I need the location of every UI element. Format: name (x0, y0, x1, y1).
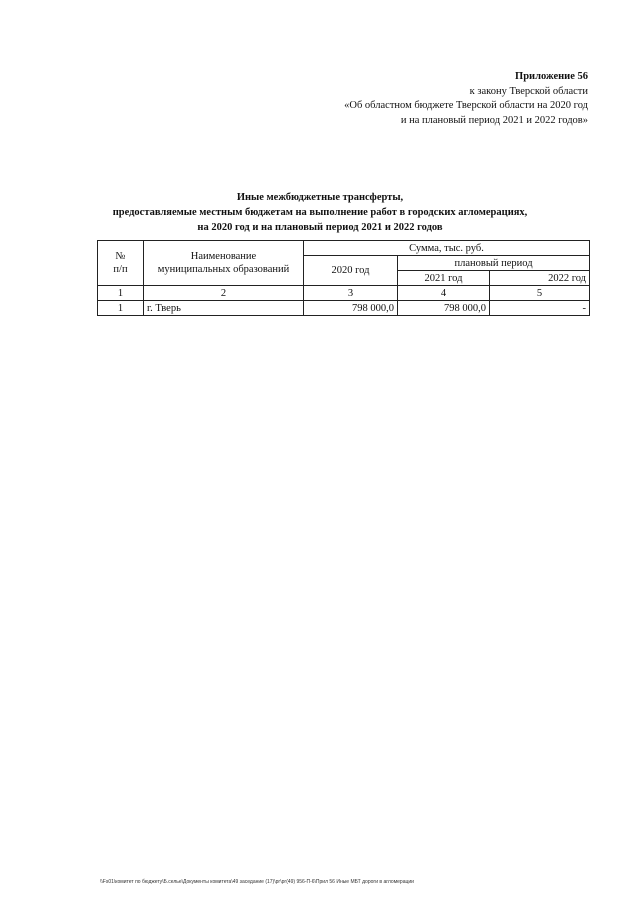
table-row (98, 301, 590, 316)
column-number-row (98, 286, 590, 301)
header-sum: Сумма, тыс. руб. (304, 241, 590, 256)
appendix-title: Приложение 56 (515, 71, 588, 82)
row-value-2020: 798 000,0 (304, 301, 398, 316)
header-name (144, 241, 304, 286)
document-title-line-1: Иные межбюджетные трансферты, (236, 192, 404, 203)
appendix-line-3: и на плановый период 2021 и 2022 годов» (400, 114, 588, 126)
appendix-line-2: «Об областном бюджете Тверской области на 2020 год (344, 100, 588, 111)
column-number: 1 (98, 286, 144, 301)
row-municipality-name: г. Тверь (144, 301, 304, 316)
column-number: 5 (490, 286, 590, 301)
header-name-line-1: Наименование (190, 251, 257, 262)
column-number: 3 (304, 286, 398, 301)
column-number: 4 (398, 286, 490, 301)
row-value-2021: 798 000,0 (398, 301, 490, 316)
header-name-line-2: муниципальных образований (157, 264, 290, 275)
file-path-footer: \\Fs01\комитет по бюджету\Б.селье\Документы комитета\49 заседание (17)\рг\рг(49) 956-П-6\Прил 56 Иные МБТ дороги в агломерации (100, 879, 414, 885)
document-title (0, 190, 640, 235)
header-year-2020: 2020 год (304, 256, 398, 286)
appendix-line-1: к закону Тверской области (469, 85, 588, 97)
header-planned-period: плановый период (398, 256, 590, 271)
appendix-header (344, 70, 588, 128)
row-num: 1 (98, 301, 144, 316)
header-year-2022: 2022 год (490, 271, 590, 286)
header-num (98, 241, 144, 286)
column-number: 2 (144, 286, 304, 301)
row-value-2022: - (490, 301, 590, 316)
document-title-line-3: на 2020 год и на плановый период 2021 и 2022 годов (197, 222, 443, 233)
header-num-line-1: № (115, 251, 126, 262)
transfers-table (97, 240, 590, 316)
header-num-line-2: п/п (113, 264, 128, 275)
document-title-line-2: предоставляемые местным бюджетам на выполнение работ в городских агломерациях, (112, 207, 528, 218)
header-year-2021: 2021 год (398, 271, 490, 286)
